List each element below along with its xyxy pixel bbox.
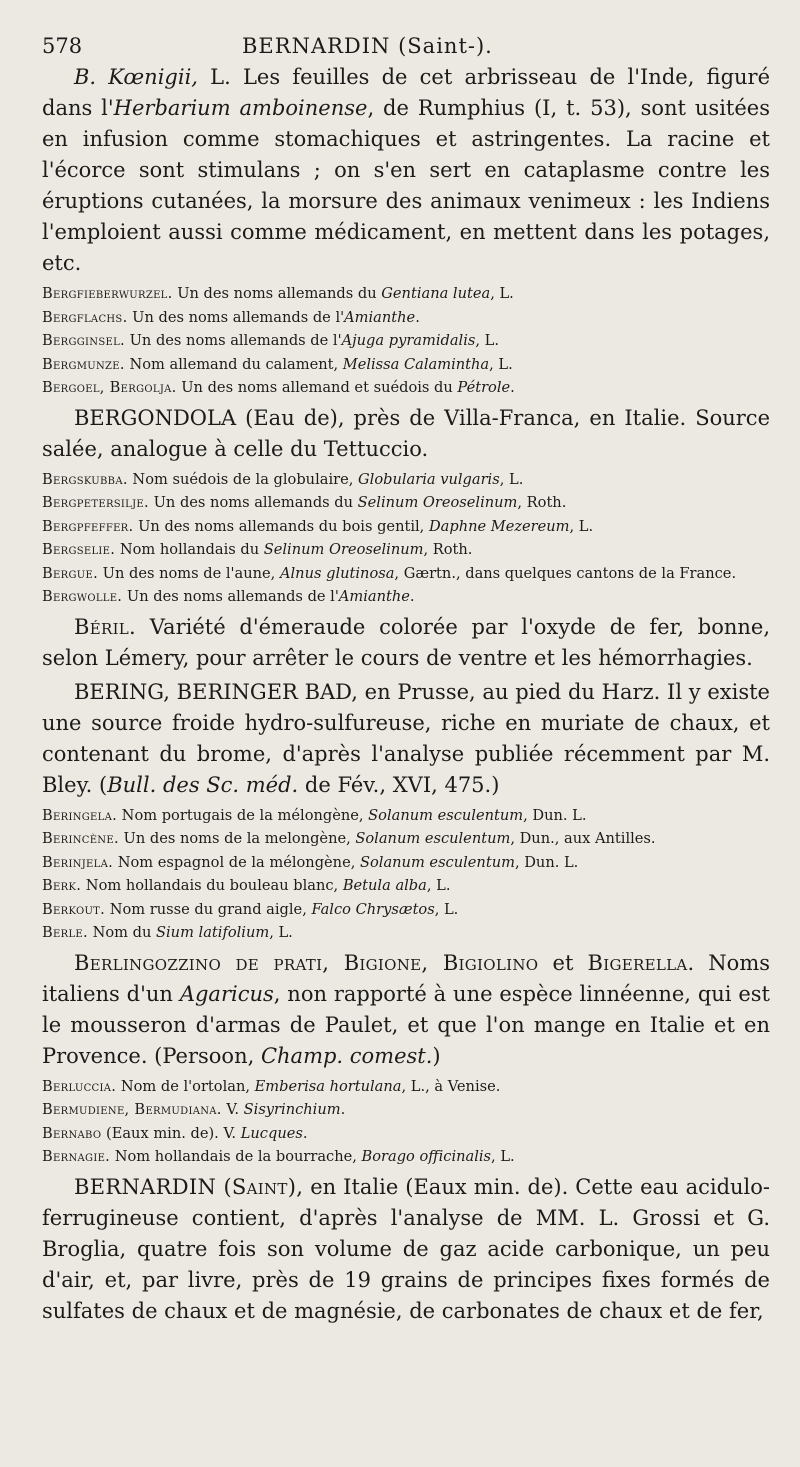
entry-headword: Bergginsel. [42, 332, 125, 349]
page-header [42, 34, 770, 58]
entry-text: , L. [491, 1148, 515, 1165]
entry-headword: Bernabo [42, 1124, 102, 1142]
entry-italic-term: Solanum esculentum [355, 830, 511, 847]
entry-text: , non rapporté à une espèce linnéenne, qui est le mousseron d'armas de Paulet, et que l'on mange en Italie et en Provence. (Persoon, [42, 981, 770, 1068]
entry-bermudiene [42, 1098, 770, 1122]
entry-smallcaps-term: Bigerella [587, 950, 688, 975]
entry-text: Un des noms allemands de l' [127, 308, 345, 326]
entry-headword: Berkout. [42, 900, 106, 918]
entry-headword: Bergselie. [42, 541, 116, 558]
entry-text: , L. [499, 470, 524, 488]
entry-beringela [42, 804, 770, 828]
entry-text: Un des noms de la melongène, [118, 830, 356, 847]
entry-text: . Noms italiens d'un [42, 950, 771, 1006]
entry-italic-term: Selinum Oreoselinum [357, 494, 518, 511]
entry-text: L. Les feuilles de cet arbrisseau de l'Inde, figuré dans l' [42, 65, 770, 120]
entry-text: (Eau de), près de Villa-Franca, en Italie. Source salée, analogue à celle du Tettuccio. [42, 405, 770, 461]
entry-italic-term: Melissa Calamintha [342, 355, 490, 373]
entry-headword: Bergfieberwurzel. [42, 285, 173, 302]
entry-text: Nom portugais de la mélongène, [117, 806, 369, 824]
entry-text: , Roth. [517, 494, 567, 511]
entry-italic-term: Sium latifolium [156, 924, 270, 941]
entry-headword: Berk. [42, 877, 82, 894]
entry-berinjela [42, 851, 770, 875]
entry-bergmunze [42, 353, 770, 377]
entry-italic-term: Ajuga pyramidalis [341, 332, 476, 349]
entry-text: Nom de l'ortolan, [116, 1077, 255, 1095]
entry-bergue [42, 562, 770, 586]
entry-headword: BERNARDIN (Saint), [74, 1174, 304, 1199]
entry-text: Nom russe du grand aigle, [105, 900, 312, 918]
entry-italic-term: Alnus glutinosa [279, 564, 395, 582]
entry-bergoel [42, 376, 770, 400]
entry-text: , L., à Venise. [401, 1077, 501, 1095]
entry-text: . [340, 1101, 346, 1118]
entry-headword: Berlingozzino de prati, Bigione, Bigiolino [74, 950, 539, 975]
entry-text: , Dun. L. [514, 853, 579, 871]
entry-text: , L. [269, 924, 293, 941]
entry-italic-term: Falco Chrysætos [311, 900, 435, 918]
entry-berle [42, 921, 770, 945]
entry-text: Un des noms allemands du bois gentil, [133, 517, 429, 535]
entry-bering [42, 677, 770, 801]
entry-text: Un des noms allemands de l' [122, 588, 339, 605]
entry-text: . [510, 379, 515, 396]
entry-headword: B. Kœnigii, [74, 65, 198, 89]
entry-koenigii [42, 62, 770, 279]
entry-headword: Bergskubba. [42, 470, 128, 488]
entry-text: V. [221, 1101, 244, 1118]
entry-text: Nom hollandais de la bourrache, [110, 1148, 362, 1165]
entry-italic-term: Emberisa hortulana [254, 1077, 402, 1095]
entry-italic-term: Pétrole [457, 379, 511, 396]
entry-italic-term: Betula alba [342, 877, 427, 894]
entry-text: Nom hollandais du bouleau blanc, [81, 877, 343, 894]
entry-italic-term: Agaricus [179, 981, 274, 1006]
entry-text: de Fév., XVI, 475.) [298, 772, 500, 797]
entry-text: , L. [489, 355, 513, 373]
entry-italic-term: Lucques [240, 1124, 303, 1142]
dictionary-entries [42, 62, 770, 1327]
entry-text: ) [432, 1043, 441, 1068]
entry-italic-term: Globularia vulgaris [358, 470, 500, 488]
entry-bergwolle [42, 585, 770, 609]
entry-bergflachs [42, 306, 770, 330]
entry-headword: Bernagie. [42, 1148, 111, 1165]
entry-text: , de Rumphius (I, t. 53), sont usitées en infusion comme stomachiques et astringentes. La racine et l'écorce sont stimulans ; on s'en sert en cataplasme contre les éruptions cutanées, la morsure des animaux venimeux : les Indiens l'emploient aussi comme médicament, en mettent dans les potages, etc. [42, 96, 770, 275]
entry-berlingozzino [42, 948, 770, 1072]
entry-text: en Prusse, au pied du Harz. Il y existe une source froide hydro-sulfureuse, riche en muriate de chaux, et contenant du brome, d'après l'analyse publiée récemment par M. Bley. ( [42, 679, 770, 797]
entry-text: . [415, 308, 420, 326]
entry-headword: Bergoel, Bergolja. [42, 379, 177, 396]
entry-beril [42, 612, 770, 674]
entry-bergpetersilje [42, 491, 770, 515]
entry-text: Nom suédois de la globulaire, [127, 470, 359, 488]
entry-bergpfeffer [42, 515, 770, 539]
entry-text: Un des noms de l'aune, [98, 564, 280, 582]
entry-headword: Berincène. [42, 830, 119, 847]
entry-italic-term: Amianthe [344, 308, 416, 326]
entry-italic-term: Solanum esculentum [360, 853, 515, 871]
entry-text: Un des noms allemands du [172, 285, 382, 302]
entry-berluccia [42, 1075, 770, 1099]
entry-text: et [538, 950, 588, 975]
entry-bergginsel [42, 329, 770, 353]
entry-text: , Gærtn., dans quelques cantons de la France. [394, 564, 737, 582]
running-title: BERNARDIN (Saint-). [242, 34, 493, 58]
entry-text: . [302, 1124, 308, 1142]
entry-headword: Bergmunze. [42, 355, 125, 373]
entry-text: Nom hollandais du [115, 541, 264, 558]
entry-text: , L. [426, 877, 451, 894]
entry-bergfieberwurzel [42, 282, 770, 306]
entry-headword: Bergpetersilje. [42, 494, 149, 511]
entry-text: Nom du [87, 924, 156, 941]
entry-text: Variété d'émeraude colorée par l'oxyde de fer, bonne, selon Lémery, pour arrêter le cours de ventre et les hémorrhagies. [42, 614, 770, 670]
entry-italic-term: Borago officinalis [361, 1148, 492, 1165]
page-number: 578 [42, 34, 83, 58]
entry-bernabo [42, 1122, 770, 1146]
entry-headword: Béril. [74, 614, 137, 639]
entry-bergskubba [42, 468, 770, 492]
entry-text: Nom allemand du calament, [124, 355, 343, 373]
entry-headword: Bergflachs. [42, 308, 128, 326]
entry-headword: Berle. [42, 924, 88, 941]
entry-text: , L. [475, 332, 499, 349]
entry-italic-term: Gentiana lutea [381, 285, 491, 302]
entry-berkout [42, 898, 770, 922]
entry-italic-term: Amianthe [338, 588, 410, 605]
entry-bernardin [42, 1172, 770, 1327]
entry-text: Un des noms allemands de l' [124, 332, 342, 349]
entry-headword: Bermudiene, Bermudiana. [42, 1101, 222, 1118]
entry-italic-term: Herbarium amboinense [113, 96, 368, 120]
entry-headword: Berluccia. [42, 1077, 117, 1095]
entry-headword: BERING, BERINGER BAD, [74, 679, 358, 704]
entry-text: , L. [434, 900, 459, 918]
entry-headword: Berinjela. [42, 853, 114, 871]
entry-italic-term: Daphne Mezereum [428, 517, 570, 535]
entry-bergselie [42, 538, 770, 562]
entry-text: Nom espagnol de la mélongène, [113, 853, 360, 871]
entry-beringene [42, 827, 770, 851]
entry-italic-term: Selinum Oreoselinum [263, 541, 424, 558]
entry-italic-term: Solanum esculentum [368, 806, 524, 824]
entry-text: en Italie (Eaux min. de). Cette eau acidulo-ferrugineuse contient, d'après l'analyse de MM. L. Grossi et G. Broglia, quatre fois son volume de gaz acide carbonique, un peu d'air, et, par livre, près de 19 grains de principes fixes formés de sulfates de chaux et de magnésie, de carbonates de chaux et de fer, [42, 1174, 770, 1323]
entry-headword: Bergpfeffer. [42, 517, 134, 535]
entry-headword: Bergue. [42, 564, 99, 582]
entry-bergondola [42, 403, 770, 465]
entry-text: , L. [569, 517, 594, 535]
entry-italic-term: Bull. des Sc. méd. [107, 772, 299, 797]
entry-headword: Beringela. [42, 806, 118, 824]
entry-headword: BERGONDOLA [74, 405, 237, 430]
entry-text: (Eaux min. de). V. [101, 1124, 241, 1142]
entry-text: . [409, 588, 415, 605]
entry-italic-term: Champ. comest. [260, 1043, 433, 1068]
entry-italic-term: Sisyrinchium [243, 1101, 341, 1118]
entry-text: , Dun., aux Antilles. [510, 830, 656, 847]
entry-berk [42, 874, 770, 898]
entry-text: , Dun. L. [523, 806, 587, 824]
entry-bernagie [42, 1145, 770, 1169]
entry-text: , L. [490, 285, 514, 302]
entry-text: Un des noms allemands du [148, 494, 358, 511]
entry-headword: Bergwolle. [42, 588, 123, 605]
entry-text: Un des noms allemand et suédois du [176, 379, 458, 396]
entry-text: , Roth. [423, 541, 473, 558]
